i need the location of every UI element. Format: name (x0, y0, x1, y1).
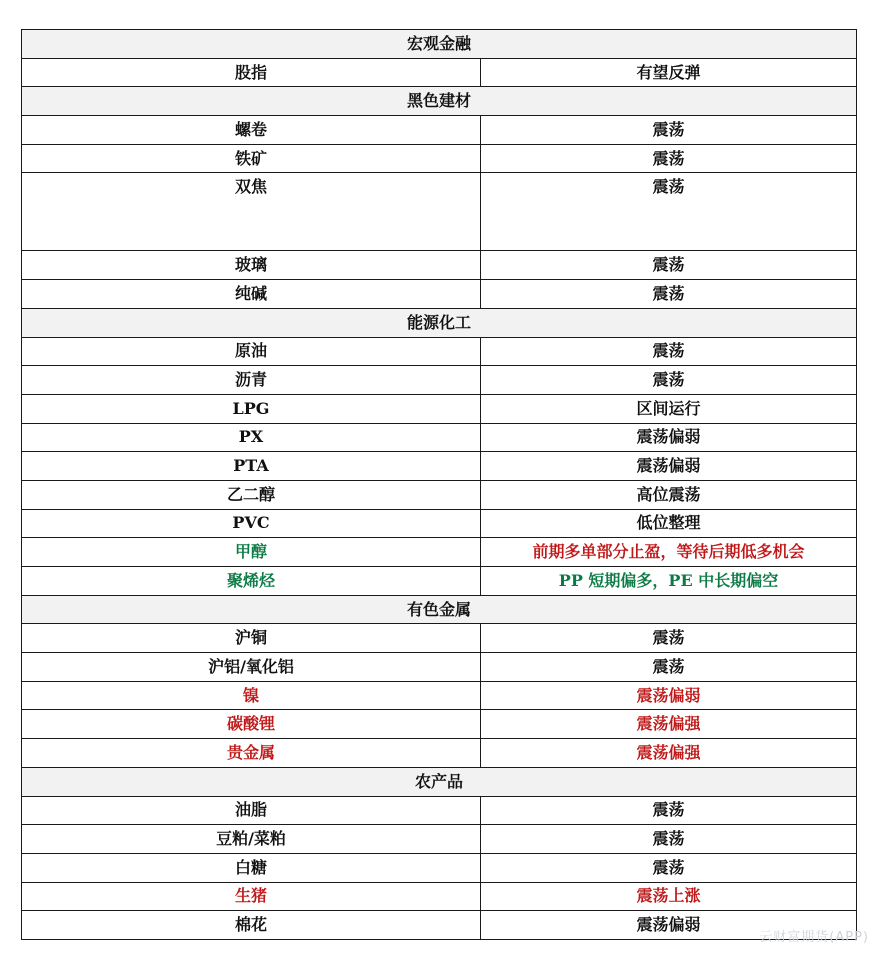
market-view: 震荡 (481, 825, 857, 854)
commodity-name: 沪铝/氧化铝 (22, 653, 481, 682)
commodity-row (22, 653, 857, 682)
watermark-logo: 云财富期货(APP) (759, 930, 869, 945)
commodity-row (22, 681, 857, 710)
commodity-name: 原油 (22, 337, 481, 366)
market-view: 震荡 (481, 144, 857, 173)
commodity-name: 油脂 (22, 796, 481, 825)
commodity-row (22, 882, 857, 911)
market-view: PP 短期偏多，PE 中长期偏空 (481, 567, 857, 596)
commodity-row (22, 280, 857, 309)
market-view: 震荡 (481, 624, 857, 653)
outlook-table (21, 29, 857, 940)
section-header-row (22, 30, 857, 59)
commodity-name: 纯碱 (22, 280, 481, 309)
market-view: 高位震荡 (481, 480, 857, 509)
market-view: 震荡 (481, 337, 857, 366)
market-view: 震荡 (481, 251, 857, 280)
commodity-name: 双焦 (22, 173, 481, 251)
commodity-row (22, 911, 857, 940)
section-header-row (22, 595, 857, 624)
commodity-name: 生猪 (22, 882, 481, 911)
commodity-row (22, 452, 857, 481)
market-view: 前期多单部分止盈，等待后期低多机会 (481, 538, 857, 567)
commodity-name: 白糖 (22, 853, 481, 882)
commodity-name: 镍 (22, 681, 481, 710)
commodity-name: 碳酸锂 (22, 710, 481, 739)
commodity-row (22, 173, 857, 251)
section-title: 宏观金融 (22, 30, 857, 59)
commodity-name: 豆粕/菜粕 (22, 825, 481, 854)
section-header-row (22, 767, 857, 796)
market-view: 震荡偏强 (481, 710, 857, 739)
commodity-row (22, 624, 857, 653)
commodity-row (22, 825, 857, 854)
commodity-row (22, 480, 857, 509)
commodity-name: 沥青 (22, 366, 481, 395)
market-view: 震荡 (481, 366, 857, 395)
commodity-name: 乙二醇 (22, 480, 481, 509)
commodity-name: 棉花 (22, 911, 481, 940)
commodity-row (22, 394, 857, 423)
commodity-row (22, 423, 857, 452)
commodity-row (22, 853, 857, 882)
commodity-row (22, 739, 857, 768)
market-view: 震荡 (481, 280, 857, 309)
market-view: 区间运行 (481, 394, 857, 423)
commodity-row (22, 251, 857, 280)
section-title: 有色金属 (22, 595, 857, 624)
market-view: 震荡 (481, 853, 857, 882)
commodity-name: LPG (22, 394, 481, 423)
outlook-table-body (22, 30, 857, 940)
commodity-name: PX (22, 423, 481, 452)
market-view: 震荡偏弱 (481, 423, 857, 452)
market-view: 震荡偏弱 (481, 452, 857, 481)
commodity-row (22, 796, 857, 825)
section-title: 能源化工 (22, 308, 857, 337)
market-view: 震荡 (481, 173, 857, 251)
commodity-row (22, 58, 857, 87)
commodity-name: PVC (22, 509, 481, 538)
commodity-row (22, 710, 857, 739)
section-header-row (22, 87, 857, 116)
commodity-name: 贵金属 (22, 739, 481, 768)
section-header-row (22, 308, 857, 337)
commodity-name: 玻璃 (22, 251, 481, 280)
commodity-row (22, 116, 857, 145)
commodity-row (22, 144, 857, 173)
market-view: 低位整理 (481, 509, 857, 538)
commodity-name: 螺卷 (22, 116, 481, 145)
market-view: 震荡 (481, 653, 857, 682)
market-view: 震荡偏弱 (481, 681, 857, 710)
market-view: 震荡 (481, 116, 857, 145)
market-view: 有望反弹 (481, 58, 857, 87)
commodity-row (22, 567, 857, 596)
commodity-row (22, 366, 857, 395)
commodity-row (22, 538, 857, 567)
commodity-row (22, 337, 857, 366)
market-view: 震荡上涨 (481, 882, 857, 911)
commodity-name: 股指 (22, 58, 481, 87)
market-view: 震荡 (481, 796, 857, 825)
commodity-row (22, 509, 857, 538)
market-view: 震荡偏强 (481, 739, 857, 768)
commodity-name: PTA (22, 452, 481, 481)
section-title: 农产品 (22, 767, 857, 796)
commodity-name: 沪铜 (22, 624, 481, 653)
commodity-name: 铁矿 (22, 144, 481, 173)
commodity-name: 聚烯烃 (22, 567, 481, 596)
market-view: 震荡偏弱 (481, 911, 857, 940)
commodity-name: 甲醇 (22, 538, 481, 567)
section-title: 黑色建材 (22, 87, 857, 116)
